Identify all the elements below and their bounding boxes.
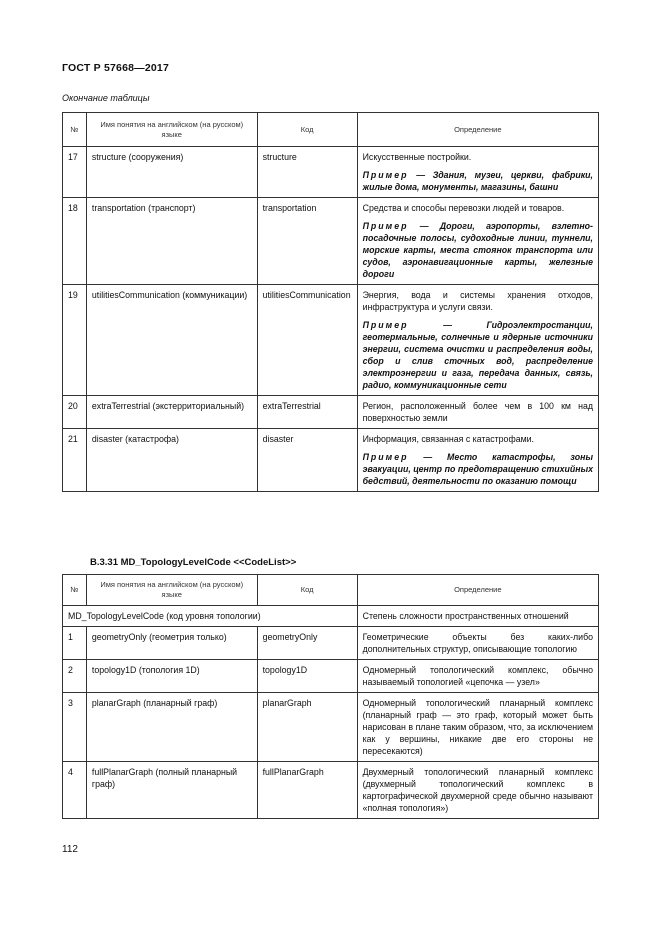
table-continuation: [62, 112, 599, 492]
example-body: — Здания, музеи, церкви, фабрики, жилые дома, монументы, магазины, башни: [362, 170, 593, 192]
example-text: [363, 451, 593, 487]
row-num: 21: [63, 429, 87, 492]
document-title: ГОСТ Р 57668—2017: [62, 62, 170, 74]
header-code: Код: [257, 113, 357, 147]
row-name: structure (сооружения): [86, 147, 257, 198]
row-name: extraTerrestrial (экстерриториальный): [86, 396, 257, 429]
row-definition: Двухмерный топологический планарный комплекс (двухмерный топологический комплекс в картографической двухмерной среде обычно называют «полная топология»): [357, 762, 598, 819]
row-name: topology1D (топология 1D): [86, 660, 257, 693]
row-definition: Одномерный топологический планарный комплекс (планарный граф — это граф, который может быть нарисован в плане таким образом, что, за исключением как у вершины, никакие две его стороны не пересекаются): [357, 693, 598, 762]
table-header-row: [63, 575, 599, 606]
table-row-codelist: [63, 606, 599, 627]
definition-text: Энергия, вода и системы хранения отходов, инфраструктура и услуги связи.: [362, 290, 593, 312]
table-row: [63, 198, 599, 285]
example-label: Пример: [362, 320, 409, 330]
row-code: fullPlanarGraph: [257, 762, 357, 819]
example-text: [363, 169, 593, 193]
header-name: Имя понятия на английском (на русском) языке: [86, 575, 257, 606]
row-definition: Одномерный топологический комплекс, обычно называемый топологией «цепочка — узел»: [357, 660, 598, 693]
table-row: [63, 285, 599, 396]
row-num: 19: [63, 285, 87, 396]
row-name: transportation (транспорт): [86, 198, 257, 285]
row-definition: [357, 429, 598, 492]
row-num: 3: [63, 693, 87, 762]
row-name: fullPlanarGraph (полный планарный граф): [86, 762, 257, 819]
header-num: №: [63, 113, 87, 147]
row-code: extraTerrestrial: [257, 396, 357, 429]
table-row: [63, 627, 599, 660]
example-body: — Гидроэлектростанции, геотермальные, солнечные и ядерные источники энергии, система очистки и распределения воды, сбор и слив сточных вод, распределение электроэнергии и газа, передача данных, связь, радио, коммуникационные сети: [362, 320, 593, 390]
table-row: [63, 762, 599, 819]
example-body: — Дороги, аэропорты, взлетно-посадочные полосы, судоходные линии, туннели, морские карты, места стоянок транспорта или судов, аэронавигационные карты, железные дороги: [362, 221, 593, 279]
row-num: 18: [63, 198, 87, 285]
table-row: [63, 660, 599, 693]
table-row: [63, 147, 599, 198]
definition-text: Регион, расположенный более чем в 100 км над поверхностью земли: [362, 401, 593, 423]
table-topology-level: [62, 574, 599, 819]
example-label: Пример: [362, 221, 409, 231]
table-header-row: [63, 113, 599, 147]
definition-text: Информация, связанная с катастрофами.: [362, 434, 534, 444]
row-definition: [357, 396, 598, 429]
row-name: utilitiesCommunication (коммуникации): [86, 285, 257, 396]
row-name: planarGraph (планарный граф): [86, 693, 257, 762]
row-definition: [357, 285, 598, 396]
table-row: [63, 429, 599, 492]
continuation-label: Окончание таблицы: [62, 93, 150, 103]
row-code: topology1D: [257, 660, 357, 693]
row-num: 17: [63, 147, 87, 198]
row-code: planarGraph: [257, 693, 357, 762]
row-definition: [357, 198, 598, 285]
row-code: utilitiesCommunication: [257, 285, 357, 396]
header-definition: Определение: [357, 575, 598, 606]
table-row: [63, 693, 599, 762]
row-code: structure: [257, 147, 357, 198]
example-label: Пример: [362, 452, 409, 462]
row-num: 2: [63, 660, 87, 693]
row-code: transportation: [257, 198, 357, 285]
header-code: Код: [257, 575, 357, 606]
page-number: 112: [62, 844, 78, 855]
row-name: disaster (катастрофа): [86, 429, 257, 492]
example-body: — Место катастрофы, зоны эвакуации, центр по предотвращению стихийных бедствий, деятельности по оказанию помощи: [362, 452, 593, 486]
row-num: 1: [63, 627, 87, 660]
definition-text: Искусственные постройки.: [362, 152, 472, 162]
codelist-definition: Степень сложности пространственных отношений: [357, 606, 598, 627]
row-num: 4: [63, 762, 87, 819]
header-definition: Определение: [357, 113, 598, 147]
table-row: [63, 396, 599, 429]
row-num: 20: [63, 396, 87, 429]
row-definition: [357, 147, 598, 198]
codelist-name: MD_TopologyLevelCode (код уровня топологии): [63, 606, 358, 627]
row-name: geometryOnly (геометрия только): [86, 627, 257, 660]
header-num: №: [63, 575, 87, 606]
row-code: geometryOnly: [257, 627, 357, 660]
example-text: [363, 319, 593, 391]
row-definition: Геометрические объекты без каких-либо дополнительных структур, описывающие топологию: [357, 627, 598, 660]
example-text: [363, 220, 593, 280]
row-code: disaster: [257, 429, 357, 492]
definition-text: Средства и способы перевозки людей и товаров.: [362, 203, 565, 213]
section-title: В.3.31 MD_TopologyLevelCode <<CodeList>>: [90, 557, 297, 568]
header-name: Имя понятия на английском (на русском) языке: [86, 113, 257, 147]
example-label: Пример: [362, 170, 409, 180]
